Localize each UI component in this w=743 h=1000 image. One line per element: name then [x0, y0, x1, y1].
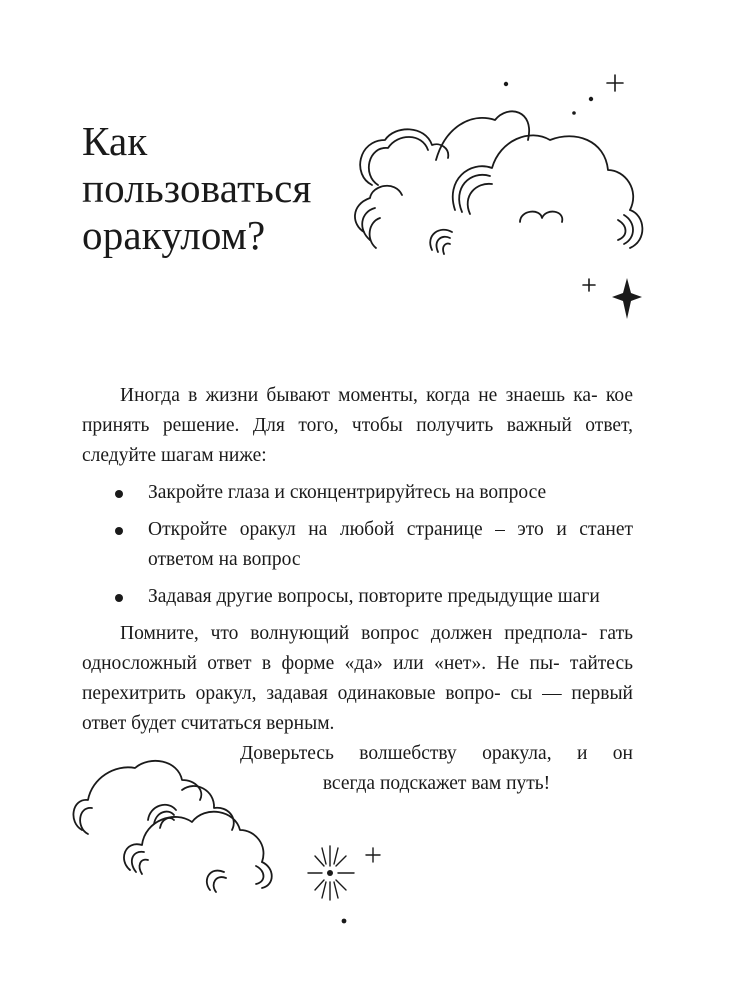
- closing-text: [240, 739, 633, 799]
- intro-paragraph: Иногда в жизни бывают моменты, когда не знаешь ка- кое принять решение. Для того, чтобы получить важный ответ, следуйте шагам ниже:: [82, 385, 633, 466]
- list-item: Откройте оракул на любой странице – это и станет ответом на вопрос: [82, 515, 633, 575]
- title-line-1: Как: [82, 118, 148, 164]
- steps-list: [82, 478, 633, 612]
- body-text: [82, 381, 633, 739]
- remember-paragraph: Помните, что волнующий вопрос должен предпола- гать односложный ответ в форме «да» или «нет». Не пы- тайтесь перехитрить оракул, задавая одинаковые вопро- сы — первый ответ будет считаться верным.: [82, 623, 633, 734]
- closing-line-1: Доверьтесь волшебству оракула, и он: [240, 743, 633, 764]
- cloud-icon: [355, 111, 642, 254]
- sparkle-icon: [308, 846, 380, 900]
- closing-line-2: всегда подскажет вам путь!: [322, 773, 551, 794]
- sparkle-icon: [583, 75, 623, 291]
- title-line-2: пользоваться: [82, 165, 312, 211]
- list-item: Задавая другие вопросы, повторите предыдущие шаги: [82, 582, 633, 612]
- list-item: Закройте глаза и сконцентрируйтесь на вопросе: [82, 478, 633, 508]
- title-line-3: оракулом?: [82, 212, 266, 258]
